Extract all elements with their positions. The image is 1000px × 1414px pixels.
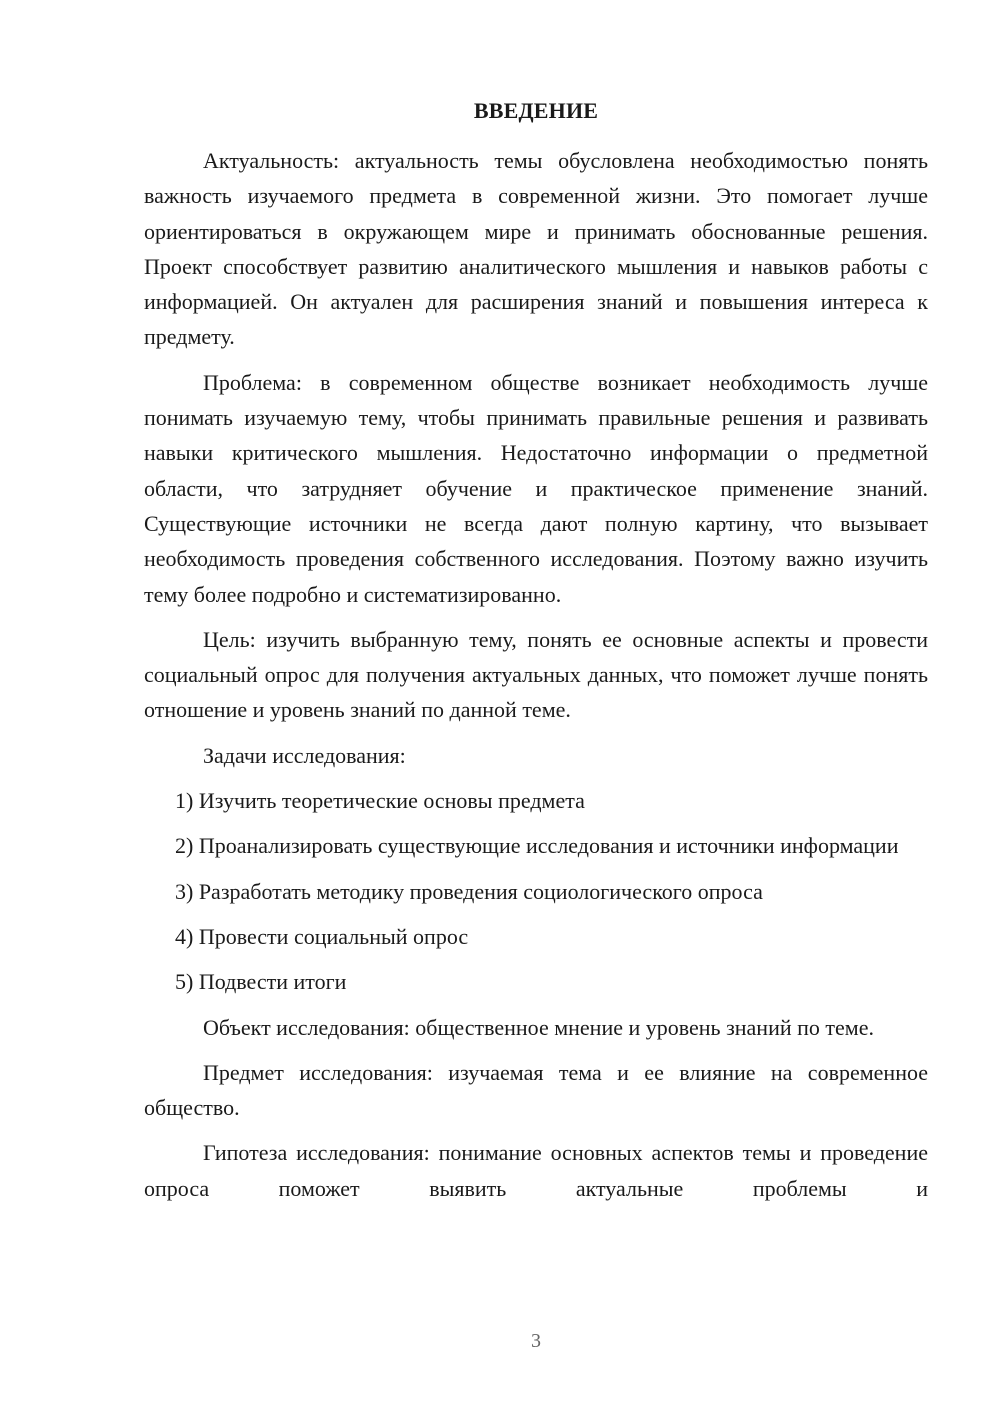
task-item-2: 2) Проанализировать существующие исследования и источники информации — [175, 833, 899, 859]
document-body — [144, 143, 928, 1216]
task-item-3: 3) Разработать методику проведения социологического опроса — [175, 878, 763, 904]
document-title: ВВЕДЕНИЕ — [473, 98, 599, 123]
tasks-heading: Задачи исследования: — [203, 742, 406, 768]
paragraph-relevance: Актуальность: актуальность темы обусловлена необходимостью понять важность изучаемого предмета в современной жизни. Это помогает лучше ориентироваться в окружающем мире и принимать обоснованные решения. Проект способствует развитию аналитического мышления и навыков работы с информацией. Он актуален для расширения знаний и повышения интереса к предмету. — [144, 148, 928, 350]
paragraph-goal: Цель: изучить выбранную тему, понять ее основные аспекты и провести социальный опрос для получения актуальных данных, что поможет лучше понять отношение и уровень знаний по данной теме. — [144, 626, 928, 723]
paragraph-hypothesis: Гипотеза исследования: понимание основных аспектов темы и проведение опроса поможет выявить актуальные проблемы и — [144, 1140, 928, 1201]
paragraph-object: Объект исследования: общественное мнение и уровень знаний по теме. — [203, 1014, 874, 1040]
task-item-5: 5) Подвести итоги — [175, 969, 347, 995]
task-item-1: 1) Изучить теоретические основы предмета — [175, 788, 585, 814]
task-item-4: 4) Провести социальный опрос — [175, 923, 469, 949]
page-number: 3 — [531, 1330, 541, 1352]
paragraph-problem: Проблема: в современном обществе возникает необходимость лучше понимать изучаемую тему, чтобы принимать правильные решения и развивать навыки критического мышления. Недостаточно информации о предметной области, что затрудняет обучение и практическое применение знаний. Существующие источники не всегда дают полную картину, что вызывает необходимость проведения собственного исследования. Поэтому важно изучить тему более подробно и систематизированно. — [144, 369, 928, 607]
paragraph-subject: Предмет исследования: изучаемая тема и ее влияние на современное общество. — [144, 1059, 928, 1121]
